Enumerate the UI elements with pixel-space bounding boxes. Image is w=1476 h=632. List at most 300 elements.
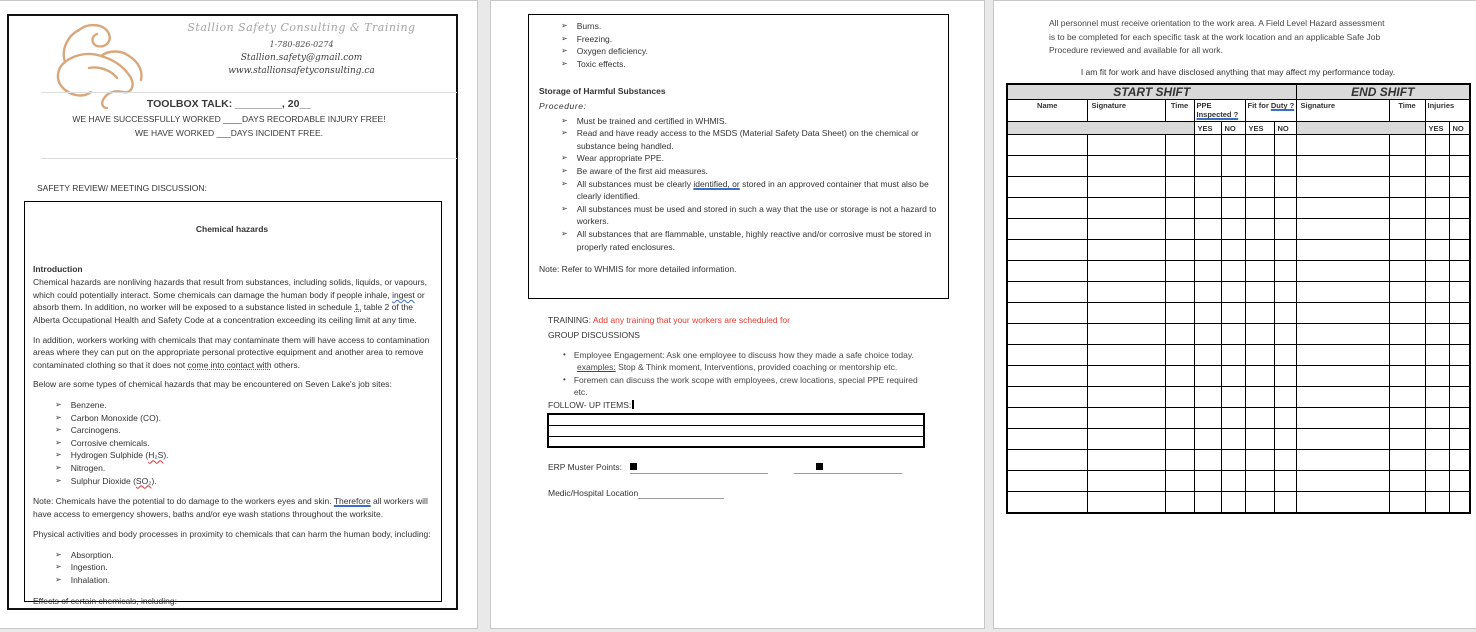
empty-cell[interactable] [1194, 198, 1221, 219]
empty-cell[interactable] [1087, 450, 1165, 471]
list-item: ➢ All substances that are flammable, unstable, highly reactive and/or corrosive must be stored in properly rated enclosures. [561, 228, 932, 252]
empty-cell[interactable] [1425, 366, 1449, 387]
empty-cell[interactable] [1245, 177, 1274, 198]
empty-cell[interactable] [1274, 324, 1296, 345]
follow-up-items-table[interactable] [547, 413, 925, 448]
empty-cell[interactable] [1007, 450, 1087, 471]
arrow-bullet-icon: ➢ [55, 437, 62, 447]
empty-cell[interactable] [1245, 156, 1274, 177]
empty-row [1007, 240, 1470, 261]
empty-cell[interactable] [1296, 177, 1389, 198]
empty-row [1007, 345, 1470, 366]
empty-cell[interactable] [1245, 261, 1274, 282]
empty-row [1007, 366, 1470, 387]
grammar-mark: 1, [354, 302, 362, 313]
empty-cell[interactable] [1274, 492, 1296, 513]
follow-up-label: FOLLOW- UP ITEMS: [548, 400, 634, 410]
signature-column-header: Signature [1296, 100, 1389, 122]
empty-cell[interactable] [1245, 387, 1274, 408]
empty-cell[interactable] [1449, 408, 1470, 429]
dot-bullet-icon: • [563, 374, 566, 384]
empty-cell[interactable] [1274, 135, 1296, 156]
empty-cell[interactable] [1245, 345, 1274, 366]
empty-cell[interactable] [1274, 198, 1296, 219]
empty-cell[interactable] [1194, 408, 1221, 429]
spellcheck-mark: H₂S [148, 450, 164, 461]
yes-no-row [1007, 122, 1470, 135]
empty-cell[interactable] [1245, 135, 1274, 156]
empty-cell[interactable] [1245, 240, 1274, 261]
empty-cell[interactable] [1389, 408, 1425, 429]
empty-cell[interactable] [1449, 261, 1470, 282]
empty-cell[interactable] [1274, 282, 1296, 303]
empty-cell[interactable] [1296, 219, 1389, 240]
empty-cell[interactable] [1194, 324, 1221, 345]
list-item: ➢ Hydrogen Sulphide (H₂S). [55, 450, 169, 461]
arrow-bullet-icon: ➢ [55, 562, 62, 572]
arrow-bullet-icon: ➢ [55, 549, 62, 559]
letterhead [159, 21, 444, 76]
empty-cell[interactable] [1221, 261, 1245, 282]
empty-cell[interactable] [1449, 471, 1470, 492]
empty-row [1007, 303, 1470, 324]
empty-cell[interactable] [1274, 429, 1296, 450]
empty-cell[interactable] [1194, 366, 1221, 387]
empty-cell[interactable] [1007, 408, 1087, 429]
medic-location-line [548, 488, 724, 499]
empty-cell[interactable] [1221, 345, 1245, 366]
ppe-yes-header: YES [1194, 122, 1221, 135]
empty-cell[interactable] [1389, 156, 1425, 177]
empty-cell[interactable] [1221, 366, 1245, 387]
empty-cell[interactable] [1389, 387, 1425, 408]
spellcheck-mark: SO₂ [135, 475, 152, 486]
empty-cell[interactable] [1245, 324, 1274, 345]
empty-cell[interactable] [1389, 282, 1425, 303]
list-item: ➢ Inhalation. [55, 575, 110, 586]
company-phone: 1-780-826-0274 [269, 40, 334, 49]
empty-cell[interactable] [1087, 492, 1165, 513]
empty-cell[interactable] [1165, 345, 1194, 366]
empty-cell[interactable] [1389, 135, 1425, 156]
empty-cell[interactable] [1245, 450, 1274, 471]
empty-cell[interactable] [1194, 429, 1221, 450]
empty-row [1007, 492, 1470, 513]
empty-cell[interactable] [1425, 450, 1449, 471]
empty-cell[interactable] [1425, 135, 1449, 156]
empty-cell[interactable] [1274, 261, 1296, 282]
arrow-bullet-icon: ➢ [561, 46, 568, 56]
empty-cell[interactable] [1296, 345, 1389, 366]
empty-cell[interactable] [1296, 450, 1389, 471]
empty-cell[interactable] [1165, 450, 1194, 471]
empty-cell[interactable] [1221, 177, 1245, 198]
empty-cell[interactable] [1296, 408, 1389, 429]
empty-cell[interactable] [1087, 282, 1165, 303]
empty-cell[interactable] [1087, 177, 1165, 198]
empty-cell[interactable] [1449, 450, 1470, 471]
empty-cell[interactable] [1449, 135, 1470, 156]
empty-cell[interactable] [1449, 177, 1470, 198]
erp-muster-blank-1[interactable] [630, 462, 768, 474]
empty-cell[interactable] [1194, 450, 1221, 471]
list-item: • Foremen can discuss the work scope with employees, crew locations, special PPE required etc. [563, 374, 918, 398]
empty-cell[interactable] [1087, 429, 1165, 450]
group-discussion-list [563, 349, 923, 399]
section-divider [41, 158, 457, 159]
empty-cell[interactable] [1389, 303, 1425, 324]
intro-paragraph-2: In addition, workers working with chemicals that may contaminate them will have access to contamination areas where they can put on the appropriate personal protective equipment and another area to remove contaminated clothing so that it does not come into contact with others. [33, 334, 430, 370]
document-page-1 [0, 0, 478, 629]
empty-cell[interactable] [1296, 198, 1389, 219]
empty-cell[interactable] [1425, 429, 1449, 450]
empty-cell[interactable] [1425, 240, 1449, 261]
empty-cell[interactable] [1194, 219, 1221, 240]
empty-cell[interactable] [1274, 387, 1296, 408]
empty-cell[interactable] [1007, 282, 1087, 303]
empty-cell[interactable] [1389, 366, 1425, 387]
list-item: ➢ Carbon Monoxide (CO). [55, 412, 161, 423]
empty-cell[interactable] [1221, 303, 1245, 324]
list-item: ➢ Be aware of the first aid measures. [561, 165, 709, 176]
procedure-label: Procedure: [539, 100, 587, 111]
empty-cell[interactable] [1165, 366, 1194, 387]
list-item: ➢ Absorption. [55, 549, 114, 560]
empty-cell[interactable] [1087, 324, 1165, 345]
empty-cell[interactable] [1425, 387, 1449, 408]
empty-cell[interactable] [1007, 240, 1087, 261]
empty-cell[interactable] [1165, 135, 1194, 156]
arrow-bullet-icon: ➢ [561, 58, 568, 68]
empty-cell[interactable] [1425, 177, 1449, 198]
empty-cell[interactable] [548, 425, 924, 436]
fit-for-work-statement: I am fit for work and have disclosed anything that may affect my performance today. [1080, 67, 1396, 77]
empty-cell[interactable] [1165, 429, 1194, 450]
erp-muster-blank-2[interactable] [794, 462, 902, 474]
empty-cell[interactable] [1007, 471, 1087, 492]
arrow-bullet-icon: ➢ [561, 203, 568, 213]
empty-cell[interactable] [1007, 429, 1087, 450]
empty-cell[interactable] [1296, 282, 1389, 303]
empty-cell[interactable] [1221, 219, 1245, 240]
empty-row [1007, 177, 1470, 198]
empty-cell[interactable] [1194, 387, 1221, 408]
empty-cell[interactable] [548, 436, 924, 447]
list-item: ➢ Read and have ready access to the MSDS (Material Safety Data Sheet) on the chemical or substance being handled. [561, 128, 919, 151]
empty-cell[interactable] [1296, 366, 1389, 387]
empty-cell[interactable] [1274, 471, 1296, 492]
empty-cell[interactable] [1165, 198, 1194, 219]
empty-cell[interactable] [1425, 219, 1449, 240]
fit-for-duty-column-header: Fit for Duty ? [1245, 100, 1296, 122]
empty-cell[interactable] [1087, 366, 1165, 387]
empty-cell[interactable] [1449, 198, 1470, 219]
empty-cell[interactable] [1087, 240, 1165, 261]
empty-cell[interactable] [1194, 471, 1221, 492]
empty-cell[interactable] [1194, 156, 1221, 177]
empty-cell[interactable] [1087, 408, 1165, 429]
empty-cell[interactable] [1221, 408, 1245, 429]
empty-cell[interactable] [1449, 345, 1470, 366]
empty-cell[interactable] [1425, 345, 1449, 366]
empty-cell[interactable] [1449, 492, 1470, 513]
injury-free-line: WE HAVE SUCCESSFULLY WORKED ____DAYS RECORDABLE INJURY FREE! [72, 114, 386, 124]
empty-cell[interactable] [1245, 282, 1274, 303]
examples-label: examples: [577, 362, 616, 373]
empty-cell[interactable] [1007, 261, 1087, 282]
empty-cell[interactable] [1274, 345, 1296, 366]
empty-cell[interactable] [1296, 303, 1389, 324]
empty-cell[interactable] [1087, 387, 1165, 408]
empty-cell[interactable] [1165, 240, 1194, 261]
empty-row [548, 414, 924, 425]
empty-cell[interactable] [1087, 198, 1165, 219]
empty-cell[interactable] [1245, 492, 1274, 513]
empty-cell[interactable] [1087, 303, 1165, 324]
empty-cell[interactable] [1087, 345, 1165, 366]
empty-cell[interactable] [1194, 135, 1221, 156]
empty-cell[interactable] [1245, 219, 1274, 240]
empty-cell[interactable] [1194, 282, 1221, 303]
empty-cell[interactable] [1425, 303, 1449, 324]
empty-cell[interactable] [1007, 345, 1087, 366]
empty-cell[interactable] [1449, 219, 1470, 240]
empty-cell[interactable] [1425, 492, 1449, 513]
empty-cell[interactable] [1296, 156, 1389, 177]
empty-cell[interactable] [1425, 324, 1449, 345]
empty-cell[interactable] [1425, 198, 1449, 219]
column-header-row [1007, 100, 1470, 122]
empty-cell[interactable] [1165, 282, 1194, 303]
shift-header-row [1007, 84, 1470, 100]
start-shift-header: START SHIFT [1007, 84, 1296, 100]
empty-cell[interactable] [548, 414, 924, 425]
medic-location-blank[interactable] [638, 488, 724, 499]
empty-cell[interactable] [1296, 135, 1389, 156]
empty-cell[interactable] [1274, 156, 1296, 177]
empty-cell[interactable] [1165, 261, 1194, 282]
empty-row [1007, 219, 1470, 240]
empty-cell[interactable] [1165, 303, 1194, 324]
empty-cell[interactable] [1194, 492, 1221, 513]
grammar-mark: identified, or [693, 178, 740, 189]
empty-row [1007, 324, 1470, 345]
empty-cell[interactable] [1165, 156, 1194, 177]
text-cursor [632, 400, 634, 409]
physical-activities-paragraph: Physical activities and body processes in proximity to chemicals that can harm the human body, including: [33, 529, 431, 540]
company-website: www.stallionsafetyconsulting.ca [228, 66, 375, 76]
empty-cell[interactable] [1194, 345, 1221, 366]
empty-cell[interactable] [1087, 261, 1165, 282]
empty-cell[interactable] [1007, 135, 1087, 156]
header-divider [41, 92, 457, 93]
intro-paragraph-1: Chemical hazards are nonliving hazards that result from substances, including solids, liquids, or vapours, which could potentially interact. Some chemicals can damage the human body if people inhale, ingest or absorb them. In addition, no worker will be exposed to a substance listed in schedule 1, table 2 of the Alberta Occupational Health and Safety Code at a concentration exceeding its ceiling limit at any time. [33, 277, 428, 325]
ppe-inspected-column-header: PPE Inspected ? [1194, 100, 1245, 122]
empty-cell[interactable] [1274, 450, 1296, 471]
empty-cell[interactable] [1274, 240, 1296, 261]
arrow-bullet-icon: ➢ [561, 178, 568, 188]
empty-cell[interactable] [1007, 492, 1087, 513]
empty-cell[interactable] [1389, 492, 1425, 513]
empty-cell[interactable] [1221, 324, 1245, 345]
empty-cell[interactable] [1296, 429, 1389, 450]
empty-row [1007, 198, 1470, 219]
empty-cell[interactable] [1221, 198, 1245, 219]
empty-cell[interactable] [1274, 177, 1296, 198]
empty-cell[interactable] [1221, 282, 1245, 303]
empty-cell[interactable] [1165, 387, 1194, 408]
arrow-bullet-icon: ➢ [561, 228, 568, 238]
empty-cell[interactable] [1221, 135, 1245, 156]
empty-cell[interactable] [1389, 450, 1425, 471]
empty-cell[interactable] [1449, 282, 1470, 303]
empty-cell[interactable] [1425, 471, 1449, 492]
arrow-bullet-icon: ➢ [561, 115, 568, 125]
empty-cell[interactable] [1087, 219, 1165, 240]
empty-cell[interactable] [1425, 261, 1449, 282]
empty-cell[interactable] [1449, 429, 1470, 450]
empty-cell[interactable] [1425, 156, 1449, 177]
empty-cell[interactable] [1274, 408, 1296, 429]
empty-cell[interactable] [1165, 471, 1194, 492]
fit-no-header: NO [1274, 122, 1296, 135]
empty-cell[interactable] [1296, 387, 1389, 408]
empty-cell[interactable] [1389, 429, 1425, 450]
arrow-bullet-icon: ➢ [55, 412, 62, 422]
empty-cell[interactable] [1007, 387, 1087, 408]
storage-box [528, 14, 949, 299]
list-item: ➢ Benzene. [55, 399, 107, 410]
empty-cell[interactable] [1389, 177, 1425, 198]
empty-cell[interactable] [1165, 324, 1194, 345]
empty-cell[interactable] [1194, 261, 1221, 282]
empty-cell[interactable] [1389, 240, 1425, 261]
empty-cell[interactable] [1221, 450, 1245, 471]
empty-cell[interactable] [1425, 282, 1449, 303]
empty-cell[interactable] [1087, 135, 1165, 156]
empty-cell[interactable] [1165, 177, 1194, 198]
training-line [548, 315, 790, 325]
empty-cell[interactable] [1165, 219, 1194, 240]
empty-cell[interactable] [1296, 261, 1389, 282]
empty-cell[interactable] [1007, 366, 1087, 387]
empty-cell[interactable] [1245, 408, 1274, 429]
empty-cell[interactable] [1425, 408, 1449, 429]
empty-cell[interactable] [1087, 471, 1165, 492]
empty-cell[interactable] [1245, 366, 1274, 387]
grammar-mark: Inspected ? [1196, 110, 1239, 119]
toolbox-talk-header [0, 98, 459, 138]
empty-cell[interactable] [1449, 240, 1470, 261]
end-shift-header: END SHIFT [1296, 84, 1470, 100]
empty-cell[interactable] [1165, 408, 1194, 429]
list-item: ➢ Toxic effects. [561, 58, 626, 69]
company-email: Stallion.safety@gmail.com [240, 53, 363, 63]
empty-cell[interactable] [1007, 198, 1087, 219]
empty-cell[interactable] [1221, 156, 1245, 177]
empty-row [1007, 408, 1470, 429]
list-item: ➢ Corrosive chemicals. [55, 437, 150, 448]
empty-cell[interactable] [1007, 219, 1087, 240]
empty-cell[interactable] [1389, 219, 1425, 240]
empty-cell[interactable] [1245, 471, 1274, 492]
whmis-note: Note: Refer to WHMIS for more detailed information. [539, 264, 737, 275]
empty-row [1007, 135, 1470, 156]
empty-cell[interactable] [1221, 240, 1245, 261]
empty-cell[interactable] [1274, 366, 1296, 387]
muster-point-marker-icon [816, 463, 823, 470]
arrow-bullet-icon: ➢ [55, 450, 62, 460]
empty-cell[interactable] [1221, 492, 1245, 513]
training-label: TRAINING: [548, 315, 593, 325]
empty-cell[interactable] [1087, 156, 1165, 177]
empty-cell[interactable] [1389, 345, 1425, 366]
document-page-2 [490, 0, 985, 629]
empty-cell[interactable] [1296, 324, 1389, 345]
grammar-mark: Duty ? [1270, 101, 1295, 110]
injuries-yes-header: YES [1425, 122, 1449, 135]
empty-cell[interactable] [1296, 492, 1389, 513]
empty-row [1007, 261, 1470, 282]
empty-cell[interactable] [1449, 303, 1470, 324]
list-item: ➢ Ingestion. [55, 562, 108, 573]
empty-cell[interactable] [1274, 219, 1296, 240]
introduction-heading: Introduction [33, 263, 83, 274]
arrow-bullet-icon: ➢ [561, 21, 568, 30]
empty-cell[interactable] [1449, 366, 1470, 387]
empty-cell[interactable] [1221, 387, 1245, 408]
injuries-column-header: Injuries [1425, 100, 1470, 122]
empty-cell[interactable] [1007, 156, 1087, 177]
empty-cell[interactable] [1007, 303, 1087, 324]
empty-cell[interactable] [1449, 387, 1470, 408]
erp-muster-label: ERP Muster Points: [548, 462, 623, 472]
empty-cell[interactable] [1221, 429, 1245, 450]
document-page-3 [993, 0, 1476, 629]
empty-cell[interactable] [1194, 303, 1221, 324]
erp-muster-line [548, 462, 902, 474]
list-item: ➢ Burns. [561, 21, 602, 31]
empty-cell[interactable] [1389, 471, 1425, 492]
storage-heading: Storage of Harmful Substances [539, 86, 666, 97]
empty-cell[interactable] [1245, 198, 1274, 219]
list-item: ➢ All substances must be used and stored in such a way that the use or storage is not a hazard to workers. [561, 203, 937, 227]
empty-cell[interactable] [1221, 471, 1245, 492]
empty-cell[interactable] [1245, 303, 1274, 324]
empty-row [1007, 450, 1470, 471]
medic-location-label: Medic/Hospital Location [548, 488, 639, 498]
empty-cell[interactable] [1296, 240, 1389, 261]
arrow-bullet-icon: ➢ [55, 462, 62, 472]
empty-cell[interactable] [1274, 303, 1296, 324]
empty-cell[interactable] [1007, 324, 1087, 345]
empty-cell[interactable] [1389, 324, 1425, 345]
list-item: ➢ Oxygen deficiency. [561, 46, 648, 57]
empty-cell[interactable] [1389, 261, 1425, 282]
empty-cell[interactable] [1389, 198, 1425, 219]
empty-cell[interactable] [1007, 177, 1087, 198]
empty-cell[interactable] [1165, 492, 1194, 513]
empty-cell[interactable] [1194, 177, 1221, 198]
shift-signoff-table[interactable] [1006, 83, 1471, 514]
chemical-hazards-box [24, 201, 442, 606]
empty-cell[interactable] [1194, 240, 1221, 261]
signature-column-header: Signature [1087, 100, 1165, 122]
empty-cell[interactable] [1296, 471, 1389, 492]
empty-cell[interactable] [1449, 324, 1470, 345]
empty-cell[interactable] [1245, 429, 1274, 450]
empty-cell[interactable] [1449, 156, 1470, 177]
